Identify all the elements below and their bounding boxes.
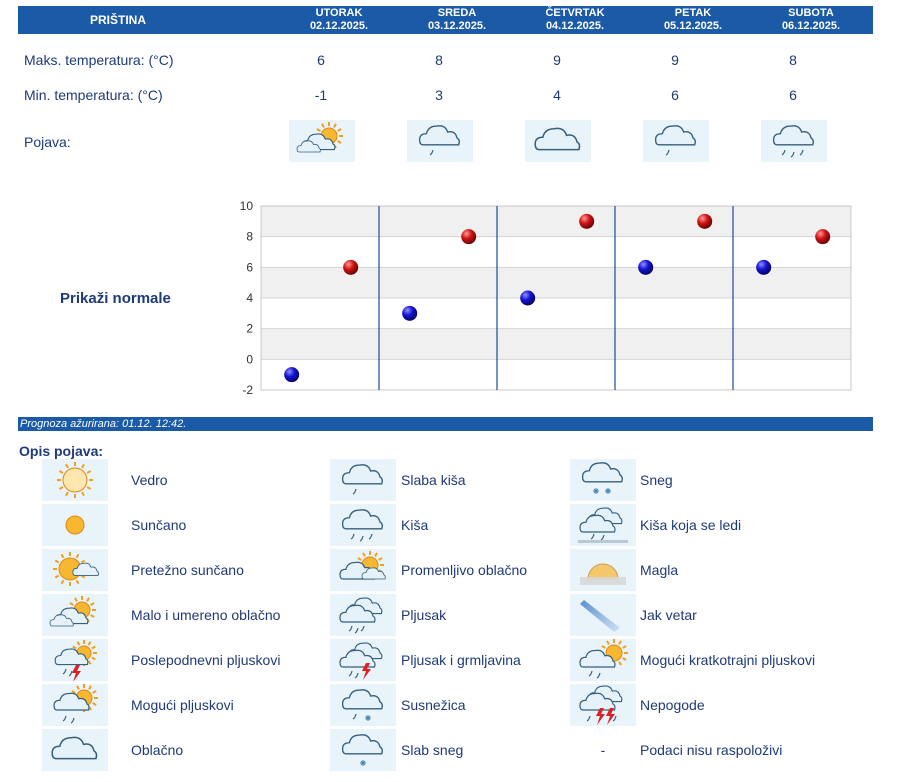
legend-label: Pretežno sunčano <box>131 562 244 578</box>
min-temp-value: 6 <box>671 87 679 103</box>
afternoon-showers-icon <box>42 639 108 681</box>
legend-label: Slab sneg <box>401 742 464 758</box>
forecast-header <box>18 6 873 34</box>
legend-label: Poslepodnevni pljuskovi <box>131 652 281 668</box>
y-tick-label: 0 <box>246 352 253 367</box>
light-rain-icon <box>407 120 473 162</box>
legend-label: Kiša <box>401 517 429 533</box>
day-name: ČETVRTAK <box>545 7 605 19</box>
legend-label: Podaci nisu raspoloživi <box>640 742 783 758</box>
day-date: 04.12.2025. <box>545 20 605 32</box>
day-date: 03.12.2025. <box>427 20 487 32</box>
light-rain-icon <box>643 120 709 162</box>
min-temp-value: 4 <box>553 87 561 103</box>
phenomenon-label: Pojava: <box>24 134 71 150</box>
min-temp-value: 6 <box>789 87 797 103</box>
max-temp-point <box>815 229 830 244</box>
y-tick-label: 6 <box>246 260 253 275</box>
brief-showers-icon <box>570 639 636 681</box>
min-temp-value: -1 <box>314 87 328 103</box>
y-tick-label: 4 <box>246 291 253 305</box>
min-temp-point <box>520 291 535 306</box>
legend-label: Malo i umereno oblačno <box>131 607 281 623</box>
rain-icon <box>761 120 827 162</box>
day-name: PETAK <box>674 7 712 19</box>
rain-icon <box>330 504 396 546</box>
legend-label: Pljusak <box>401 607 447 623</box>
max-temp-point <box>579 214 594 229</box>
forecast-updated-bar: Prognoza ažurirana: 01.12. 12:42. <box>18 417 873 431</box>
max-temp-value: 9 <box>671 52 679 68</box>
day-name: SUBOTA <box>788 7 834 19</box>
sleet-icon <box>330 684 396 726</box>
max-temp-value: 9 <box>553 52 561 68</box>
y-tick-label: 10 <box>239 199 253 213</box>
legend-label: Kiša koja se ledi <box>640 517 742 533</box>
legend-label: Nepogode <box>640 697 705 713</box>
variable-cloudy-icon <box>330 549 396 591</box>
cloudy-icon <box>525 120 591 162</box>
shower-icon <box>330 594 396 636</box>
y-tick-label: 8 <box>246 229 253 244</box>
legend-label: Magla <box>640 562 679 578</box>
legend-label: Promenljivo oblačno <box>401 562 528 578</box>
legend-label: Pljusak i grmljavina <box>401 652 521 668</box>
max-temp-value: 8 <box>435 52 443 68</box>
legend-label: Oblačno <box>131 742 184 758</box>
severe-weather-icon <box>570 684 636 726</box>
legend-label: Vedro <box>131 472 168 488</box>
max-temp-point <box>461 229 476 244</box>
legend-label: Sneg <box>640 472 673 488</box>
chart-band <box>261 359 851 390</box>
min-temp-point <box>756 260 771 275</box>
temperature-chart <box>220 196 860 402</box>
cloudy-icon <box>42 729 108 771</box>
partly-cloudy-icon <box>42 594 108 636</box>
day-header-2 <box>398 7 516 33</box>
day-name: SREDA <box>437 7 477 19</box>
min-temp-label: Min. temperatura: (°C) <box>24 87 163 103</box>
no-data-icon: - <box>600 742 606 758</box>
legend-label: Susnežica <box>401 697 466 713</box>
min-temp-value: 3 <box>435 87 443 103</box>
fog-icon <box>570 549 636 591</box>
freezing-rain-icon <box>570 504 636 546</box>
legend-title: Opis pojava: <box>19 443 104 459</box>
day-header-4 <box>634 7 752 33</box>
show-normals-link[interactable]: Prikaži normale <box>60 290 171 307</box>
max-temp-value: 8 <box>789 52 797 68</box>
y-tick-label: 2 <box>246 321 253 336</box>
legend-label: Jak vetar <box>640 607 697 623</box>
chart-band <box>261 329 851 360</box>
max-temp-label: Maks. temperatura: (°C) <box>24 52 174 68</box>
legend-label: Sunčano <box>131 517 187 533</box>
legend-label: Mogući pljuskovi <box>131 697 234 713</box>
min-temp-point <box>638 260 653 275</box>
chart-band <box>261 206 851 237</box>
strong-wind-icon <box>570 594 636 636</box>
thunderstorm-icon <box>330 639 396 681</box>
light-rain-icon <box>330 459 396 501</box>
max-temp-value: 6 <box>317 52 325 68</box>
max-temp-point <box>697 214 712 229</box>
chart-band <box>261 298 851 329</box>
sunny-icon <box>42 504 108 546</box>
light-snow-icon <box>330 729 396 771</box>
min-temp-point <box>284 367 299 382</box>
max-temp-point <box>343 260 358 275</box>
partly-cloudy-icon <box>289 120 355 162</box>
day-date: 02.12.2025. <box>309 20 369 32</box>
min-temp-point <box>402 306 417 321</box>
clear-icon <box>42 459 108 501</box>
legend-label: Mogući kratkotrajni pljuskovi <box>640 652 816 668</box>
day-name: UTORAK <box>315 7 363 19</box>
day-header-5 <box>752 7 870 33</box>
day-date: 05.12.2025. <box>663 20 723 32</box>
mostly-sunny-icon <box>42 549 108 591</box>
city-name: PRIŠTINA <box>89 13 146 27</box>
day-header-1 <box>280 7 398 33</box>
y-tick-label: -2 <box>242 383 253 397</box>
possible-showers-icon <box>42 684 108 726</box>
snow-icon <box>570 459 636 501</box>
day-date: 06.12.2025. <box>781 20 841 32</box>
legend-label: Slaba kiša <box>401 472 466 488</box>
day-header-3 <box>516 7 634 33</box>
